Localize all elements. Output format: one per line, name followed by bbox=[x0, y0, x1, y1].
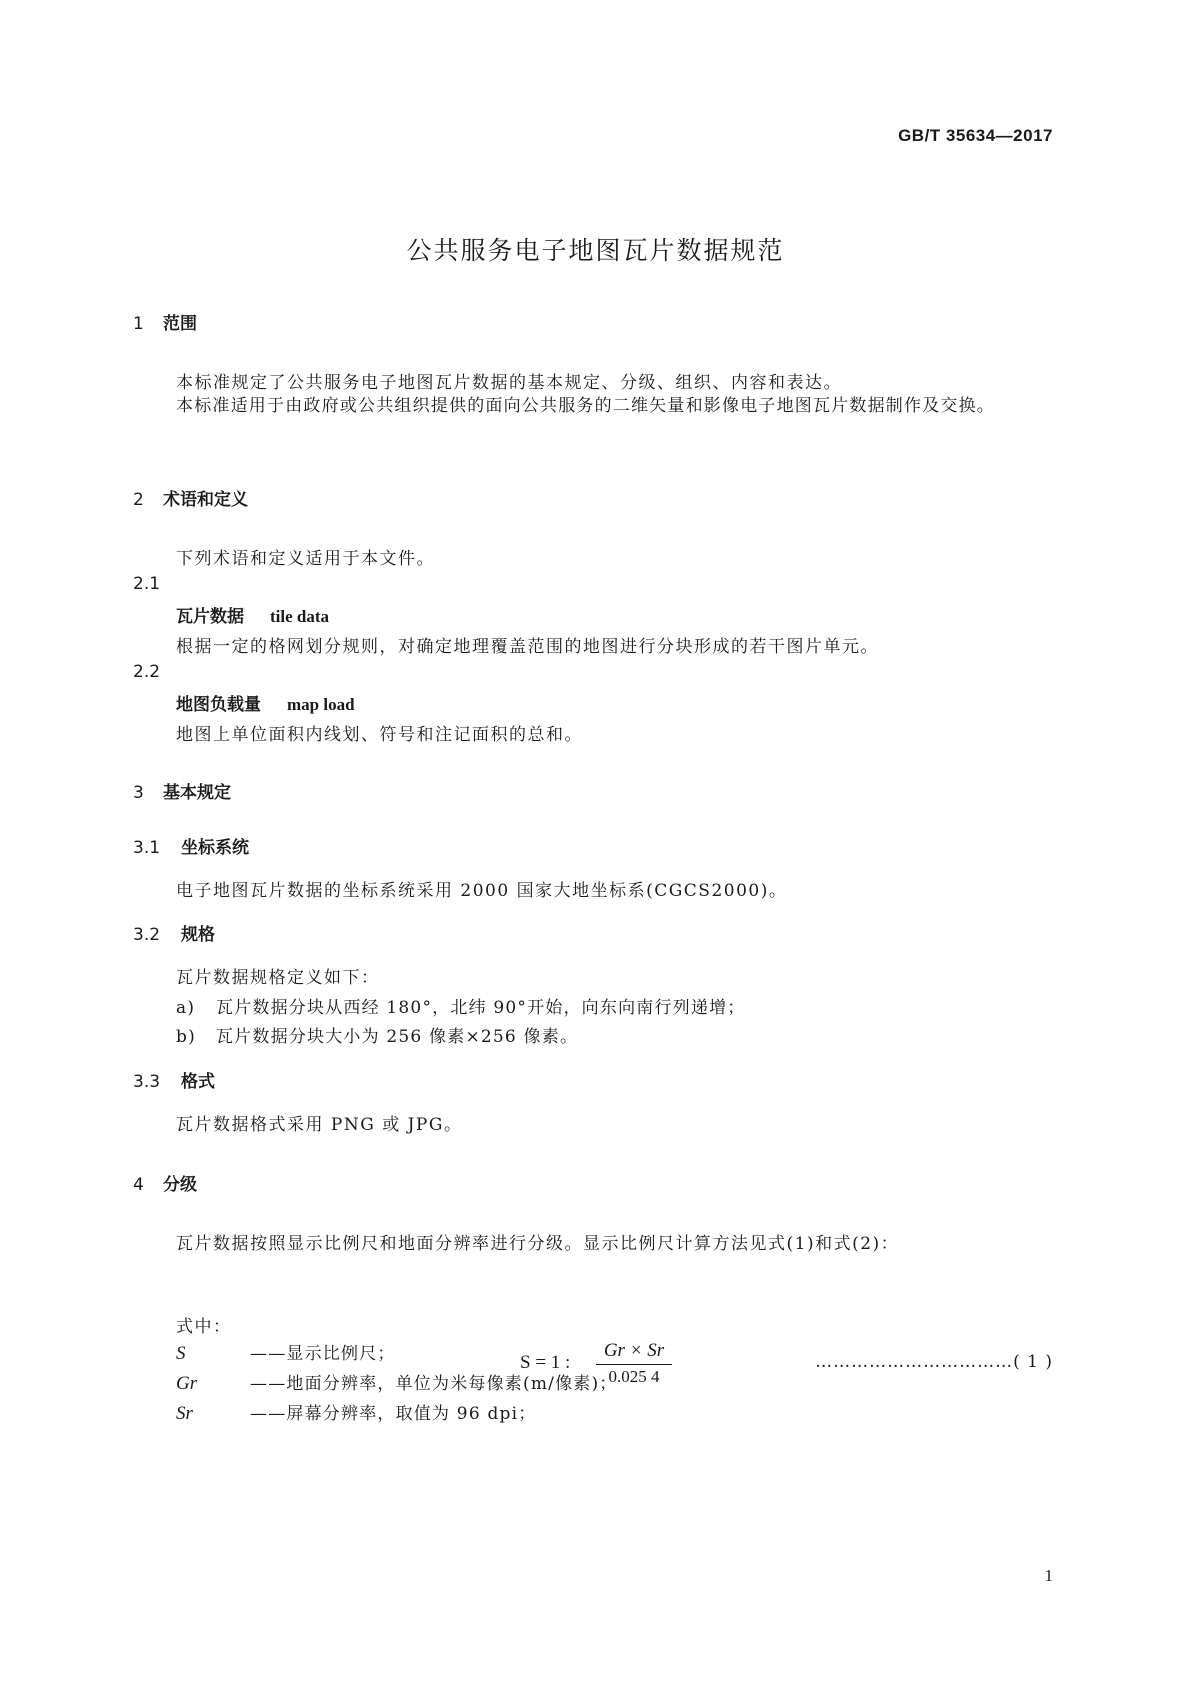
formula-lhs: S = 1 : bbox=[520, 1352, 571, 1373]
term-name-en: map load bbox=[287, 695, 355, 714]
symbol: Sr bbox=[176, 1403, 193, 1424]
list-text: 瓦片数据分块大小为 256 像素×256 像素。 bbox=[216, 1027, 579, 1047]
subsection-3-3-heading bbox=[133, 1067, 215, 1092]
symbol: Gr bbox=[176, 1373, 198, 1394]
formula-denominator: 0.025 4 bbox=[608, 1367, 660, 1386]
list-label: a) bbox=[176, 998, 196, 1018]
section-title: 分级 bbox=[163, 1175, 197, 1195]
section-number: 1 bbox=[133, 314, 144, 334]
section-number: 3 bbox=[133, 783, 144, 803]
term-definition: 根据一定的格网划分规则，对确定地理覆盖范围的地图进行分块形成的若干图片单元。 bbox=[176, 637, 879, 657]
section-number: 3.1 bbox=[133, 838, 161, 858]
section-number: 4 bbox=[133, 1175, 144, 1195]
scope-paragraph-2: 本标准适用于由政府或公共组织提供的面向公共服务的二维矢量和影像电子地图瓦片数据制作及交换。 bbox=[176, 396, 995, 416]
terms-intro: 下列术语和定义适用于本文件。 bbox=[176, 549, 435, 569]
symbol-description: ——显示比例尺； bbox=[250, 1344, 396, 1364]
term-name-en: tile data bbox=[270, 607, 330, 626]
scope-paragraph-1: 本标准规定了公共服务电子地图瓦片数据的基本规定、分级、组织、内容和表达。 bbox=[176, 373, 842, 393]
term-definition: 地图上单位面积内线划、符号和注记面积的总和。 bbox=[176, 725, 583, 745]
list-item bbox=[176, 993, 746, 1018]
document-title: 公共服务电子地图瓦片数据规范 bbox=[406, 236, 785, 265]
term-name-cn: 瓦片数据 bbox=[176, 607, 244, 627]
standard-code: GB/T 35634—2017 bbox=[898, 126, 1053, 145]
term-name bbox=[176, 602, 329, 627]
symbol-description: ——地面分辨率，单位为米每像素(m/像素)； bbox=[250, 1374, 618, 1394]
list-label: b) bbox=[176, 1027, 196, 1047]
section-number: 3.3 bbox=[133, 1072, 161, 1092]
section-1-heading bbox=[133, 309, 197, 334]
term-name bbox=[176, 690, 355, 715]
equation-number: ……………………………( 1 ) bbox=[815, 1352, 1053, 1372]
section-number: 2 bbox=[133, 490, 144, 510]
symbol-definition bbox=[176, 1399, 536, 1425]
formula-numerator: Gr × Sr bbox=[596, 1340, 672, 1365]
term-number: 2.2 bbox=[133, 662, 161, 682]
list-item bbox=[176, 1022, 578, 1047]
term-number: 2.1 bbox=[133, 574, 161, 594]
symbol: S bbox=[176, 1343, 186, 1364]
symbol-definition bbox=[176, 1339, 396, 1365]
coordinate-system-text: 电子地图瓦片数据的坐标系统采用 2000 国家大地坐标系(CGCS2000)。 bbox=[176, 881, 788, 901]
section-2-heading bbox=[133, 485, 248, 510]
section-title: 格式 bbox=[181, 1072, 215, 1092]
section-title: 规格 bbox=[181, 925, 215, 945]
page-number: 1 bbox=[1044, 1566, 1053, 1585]
section-3-heading bbox=[133, 778, 231, 803]
subsection-3-1-heading bbox=[133, 833, 249, 858]
section-title: 基本规定 bbox=[163, 783, 231, 803]
section-title: 范围 bbox=[163, 314, 197, 334]
format-text: 瓦片数据格式采用 PNG 或 JPG。 bbox=[176, 1115, 463, 1135]
section-title: 术语和定义 bbox=[163, 490, 248, 510]
subsection-3-2-heading bbox=[133, 920, 215, 945]
list-text: 瓦片数据分块从西经 180°，北纬 90°开始，向东向南行列递增； bbox=[216, 998, 746, 1018]
spec-intro: 瓦片数据规格定义如下： bbox=[176, 968, 380, 988]
symbol-definition bbox=[176, 1369, 618, 1395]
symbol-description: ——屏幕分辨率，取值为 96 dpi； bbox=[250, 1404, 537, 1424]
term-name-cn: 地图负载量 bbox=[176, 695, 261, 715]
grading-intro: 瓦片数据按照显示比例尺和地面分辨率进行分级。显示比例尺计算方法见式(1)和式(2)： bbox=[176, 1234, 900, 1254]
section-4-heading bbox=[133, 1170, 197, 1195]
where-label: 式中： bbox=[176, 1317, 232, 1337]
section-title: 坐标系统 bbox=[181, 838, 249, 858]
section-number: 3.2 bbox=[133, 925, 161, 945]
